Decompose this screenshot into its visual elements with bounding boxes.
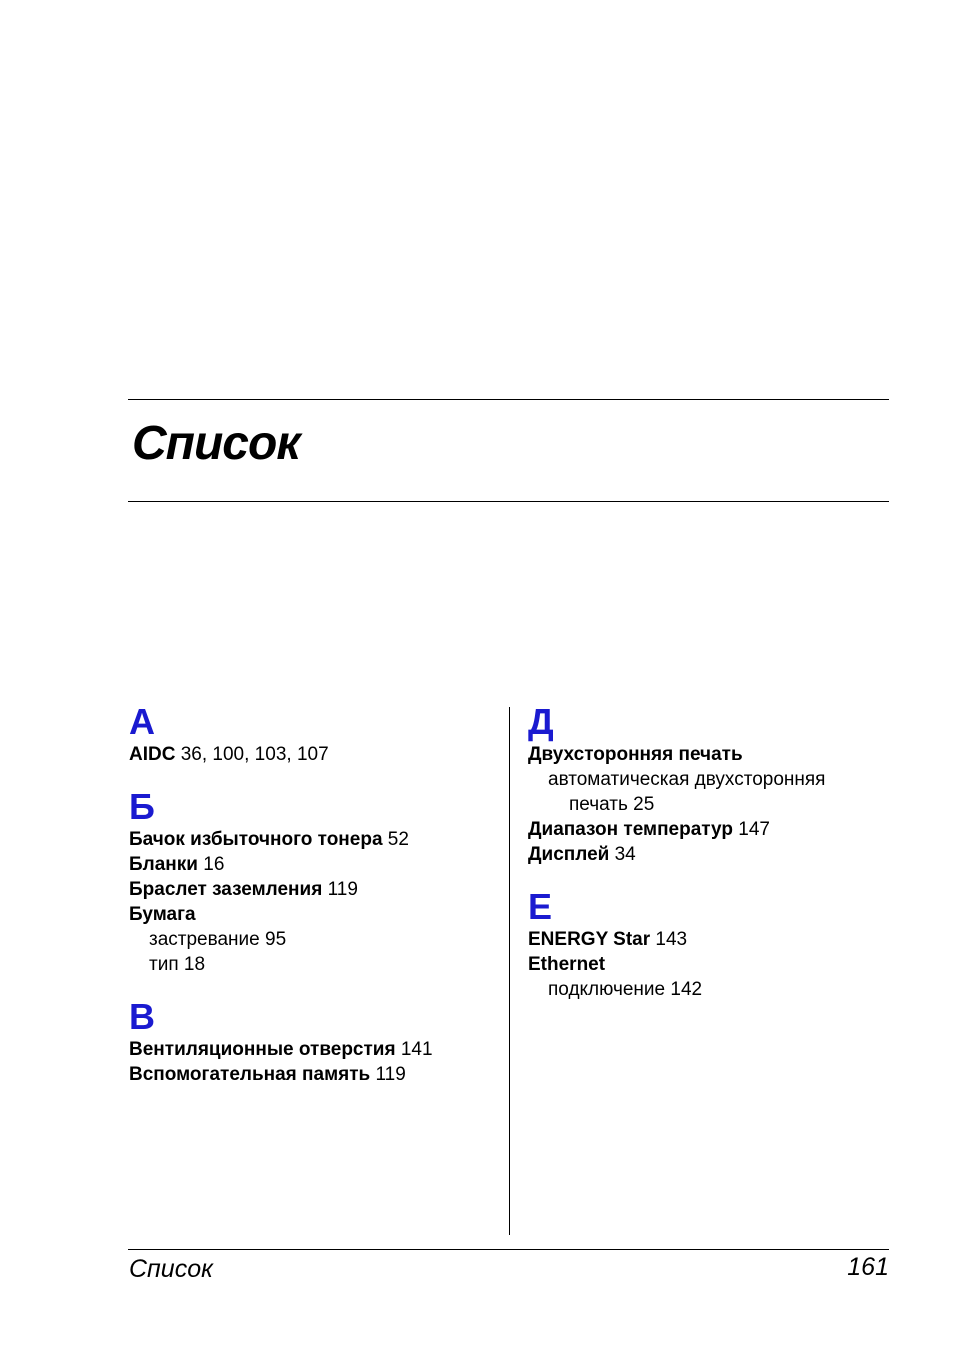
title-bottom-rule xyxy=(128,501,889,502)
index-subentry xyxy=(129,952,489,977)
index-pages: 141 xyxy=(400,1039,433,1060)
index-entry xyxy=(129,902,489,927)
footer-title: Список xyxy=(129,1255,213,1283)
page-number: 161 xyxy=(847,1253,889,1281)
index-entry xyxy=(129,742,489,767)
index-entry xyxy=(528,927,888,952)
index-pages: 16 xyxy=(203,854,225,875)
index-entry xyxy=(129,1037,489,1062)
index-entry xyxy=(129,1062,489,1087)
index-term: Браслет заземления xyxy=(129,879,323,900)
index-pages: 119 xyxy=(327,879,358,900)
index-term: Вспомогательная память xyxy=(129,1064,371,1085)
index-pages: 34 xyxy=(614,844,636,865)
index-term: ENERGY Star xyxy=(528,929,651,950)
index-pages: 52 xyxy=(387,829,409,850)
index-entry xyxy=(528,842,888,867)
index-pages: 95 xyxy=(265,929,287,950)
index-subentry xyxy=(129,927,489,952)
index-letter-ve: В xyxy=(129,996,155,1037)
index-term: Вентиляционные отверстия xyxy=(129,1039,396,1060)
index-term: Дисплей xyxy=(528,844,610,865)
index-section-de xyxy=(528,742,888,867)
index-entry xyxy=(528,742,888,767)
index-section-ye xyxy=(528,927,888,1002)
index-term: Двухсторонняя печать xyxy=(528,744,743,765)
index-entry xyxy=(129,852,489,877)
page-title: Список xyxy=(132,417,300,470)
index-subentry-continuation xyxy=(548,792,888,817)
index-letter-de: Д xyxy=(528,701,554,742)
index-subentry xyxy=(528,767,888,817)
index-term: Бланки xyxy=(129,854,198,875)
index-subentry xyxy=(528,977,888,1002)
index-term: AIDC xyxy=(129,744,176,765)
index-term: Диапазон температур xyxy=(528,819,733,840)
index-entry xyxy=(528,952,888,977)
index-letter-ye: Е xyxy=(528,886,553,927)
index-subentry-text: тип xyxy=(149,954,179,975)
index-pages: 119 xyxy=(375,1064,406,1085)
index-pages: 25 xyxy=(633,794,655,815)
index-pages: 18 xyxy=(183,954,206,975)
index-column-right xyxy=(528,700,888,1020)
index-section-a xyxy=(129,742,489,767)
index-entry xyxy=(528,817,888,842)
index-pages: 142 xyxy=(670,979,703,1000)
index-entry xyxy=(129,827,489,852)
index-section-ve xyxy=(129,1037,489,1087)
index-entry xyxy=(129,877,489,902)
index-section-be xyxy=(129,827,489,977)
index-subentry-text: печать xyxy=(569,794,628,815)
index-subentry-text: автоматическая двухсторонняя xyxy=(548,769,826,790)
index-term: Бачок избыточного тонера xyxy=(129,829,383,850)
index-pages: 36, 100, 103, 107 xyxy=(180,744,329,765)
index-term: Бумага xyxy=(129,904,196,925)
index-letter-a: A xyxy=(129,701,155,742)
index-column-left xyxy=(129,700,489,1105)
column-divider xyxy=(509,707,510,1235)
index-subentry-text: подключение xyxy=(548,979,666,1000)
footer-rule xyxy=(128,1249,889,1250)
index-subentry-text: застревание xyxy=(149,929,260,950)
index-term: Ethernet xyxy=(528,954,606,975)
index-letter-be: Б xyxy=(129,786,155,827)
title-top-rule xyxy=(128,399,889,400)
index-pages: 147 xyxy=(738,819,770,840)
index-pages: 143 xyxy=(655,929,688,950)
